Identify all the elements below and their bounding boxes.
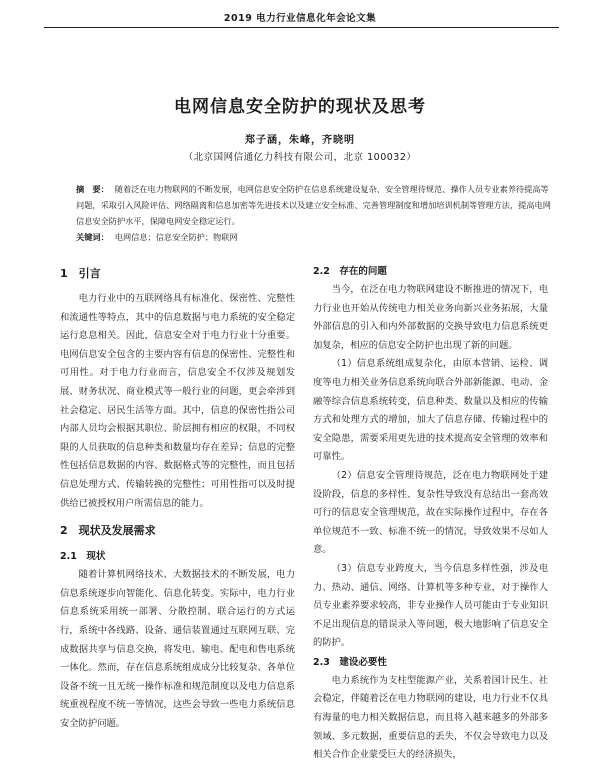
problem-item-2: （2）信息安全管理待规范，泛在电力物联网处于建设阶段，信息的多样性、复杂性导致没有总结出一套高效可行的信息安全管理规范，故在实际操作过程中，存在各单位规范不一致、标准不统一的情况，导致效果不尽如人意。 — [313, 469, 548, 556]
running-header: 2019 电力行业信息化年会论文集 — [223, 13, 377, 24]
section-2-1-heading: 2.1 现状 — [60, 551, 106, 563]
keywords-text: 电网信息；信息安全防护；物联网 — [114, 232, 238, 242]
paper-authors: 郑子涵，朱峰，齐晓明 — [245, 135, 355, 146]
paper-title: 电网信息安全防护的现状及思考 — [174, 97, 426, 117]
keywords-label: 关键词： — [76, 232, 109, 242]
abstract-text: 随着泛在电力物联网的不断发展，电网信息安全防护在信息系统建设复杂、安全管理待规范、操作人员专业素养待提高等问题，采取引入风险评估、网络隔离和信息加密等先进技术以及建立安全标准、完善管理制度和增加培训机制等管理方法，提高电网信息安全防护水平，保障电网安全稳定运行。 — [76, 184, 551, 226]
paper-affiliation: （北京国网信通亿力科技有限公司，北京 100032） — [183, 152, 417, 163]
keywords — [76, 230, 554, 244]
abstract-label: 摘 要： — [76, 184, 109, 194]
abstract — [76, 181, 554, 229]
left-column — [60, 262, 295, 733]
header-rule — [44, 27, 559, 28]
section-2-2-heading: 2.2 存在的问题 — [313, 266, 387, 277]
section-2-heading: 2 现状及发展需求 — [60, 524, 156, 538]
section-2-2-intro: 当今，在泛在电力物联网建设不断推进的情况下，电力行业也开始从传统电力相关业务向新兴业务拓展，大量外部信息的引入和内外部数据的交换导致电力信息系统更加复杂，相应的信息安全防护也出现了新的问题。 — [313, 284, 548, 351]
problem-item-1: （1）信息系统组成复杂化，由原本营销、运检、调度等电力相关业务信息系统向联合外部新能源、电动、金融等综合信息系统转变，信息种类、数量以及相应的传输方式和处理方式的增加，加大了信息存储、传输过程中的安全隐患，需要采用更先进的技术提高安全管理的效率和可靠性。 — [313, 358, 548, 463]
section-2-3-paragraph: 电力系统作为支柱型能源产业，关系着国计民生、社会稳定，伴随着泛在电力物联网的建设，电力行业不仅具有海量的电力相关数据信息，而且将入越来越多的外部多领域、多元数据，重要信息的丢失，不仅会导致电力以及相关合作企业蒙受巨大的经济损失， — [313, 674, 548, 761]
section-1-heading: 1 引言 — [60, 267, 101, 280]
section-2-3-heading: 2.3 建设必要性 — [313, 656, 387, 668]
right-column — [313, 262, 548, 765]
problem-item-3: （3）信息专业跨度大，当今信息多样性强，涉及电力、热动、通信、网络、计算机等多种专业，对于操作人员专业素养要求较高，非专业操作人员可能由于专业知识不足出现信息的错误录入等问题，极大地影响了信息安全的防护。 — [313, 562, 548, 649]
section-1-paragraph: 电力行业中的互联网络具有标准化、保密性、完整性和流通性等特点，其中的信息数据与电力系统的安全稳定运行息息相关。因此，信息安全对于电力行业十分重要。电网信息安全包含的主要内容有信息的保密性、完整性和可用性。对于电力行业而言，信息安全不仅涉及规划发展、财务状况、商业模式等一般行业的问题，更会牵涉到社会稳定、居民生活等方面。其中，信息的保密性指公司内部人员均会根据其职位、阶层拥有相应的权限，不同权限的人员获取的信息种类和数量均存在差异；信息的完整性包括信息数据的内容、数据格式等的完整性，而且包括信息处理方式、传输转换的完整性；可用性指可以及时提供给已被授权用户所需信息的能力。 — [60, 293, 295, 509]
section-2-1-paragraph: 随着计算机网络技术、大数据技术的不断发展，电力信息系统逐步向智能化、信息化转变。实际中，电力行业信息系统采用统一部署、分散控制、联合运行的方式运行，系统中各线路、设备、通信装置通过互联网互联、完成数据共享与信息交换，将发电、输电、配电和售电系统一体化。然而，存在信息系统组成成分比较复杂、各单位设备不统一且无统一操作标准和规范制度以及电力信息系统重视程度不统一等情况，这些会导致一些电力系统信息安全防护问题。 — [60, 569, 295, 729]
